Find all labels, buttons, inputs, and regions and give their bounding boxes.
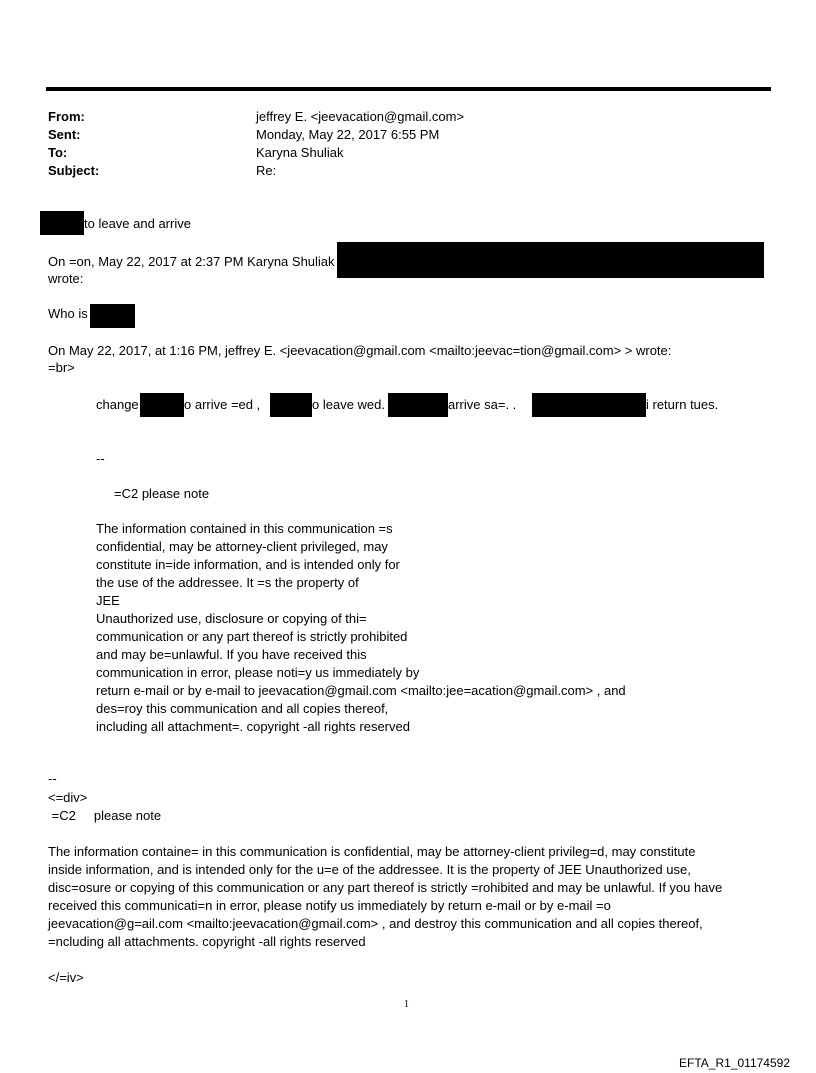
disclaimer-line: communication or any part thereof is strictly prohibited bbox=[96, 629, 408, 644]
header-rule bbox=[46, 87, 771, 91]
please-note: =C2 please note bbox=[114, 486, 210, 501]
disclaimer-line: including all attachment=. copyright -all rights reserved bbox=[96, 719, 410, 734]
disclaimer-line: jeevacation@g=ail.com <mailto:jeevacation@gmail.com> , and destroy this communication and all copies thereof, bbox=[48, 916, 703, 931]
disclaimer-line: JEE bbox=[96, 593, 120, 608]
disclaimer-line: received this communicati=n in error, please notify us immediately by return e-mail or by e-mail =o bbox=[48, 898, 611, 913]
sent-label: Sent: bbox=[48, 127, 81, 142]
subject-value: Re: bbox=[256, 163, 277, 178]
signature-dashes: -- bbox=[96, 451, 105, 466]
please-note: =C2 please note bbox=[48, 808, 162, 823]
disclaimer-line: inside information, and is intended only for the u=e of the addressee. It is the property of JEE Unauthorized use, bbox=[48, 862, 691, 877]
disclaimer-block-1 bbox=[96, 520, 626, 736]
redaction-box bbox=[270, 393, 312, 417]
body-line-1: to leave and arrive bbox=[84, 216, 191, 231]
disclaimer-line: confidential, may be attorney-client privileged, may bbox=[96, 539, 388, 554]
to-label: To: bbox=[48, 145, 68, 160]
change-text-4: arrive sa=. . bbox=[448, 397, 517, 412]
redaction-box bbox=[337, 242, 764, 278]
quote2-line-b: =br> bbox=[48, 360, 75, 375]
disclaimer-line: Unauthorized use, disclosure or copying of thi= bbox=[96, 611, 367, 626]
disclaimer-line: disc=osure or copying of this communication or any part thereof is strictly =rohibited and may be unlawful. If you have bbox=[48, 880, 723, 895]
quote2-line-a: On May 22, 2017, at 1:16 PM, jeffrey E. <jeevacation@gmail.com <mailto:jeevac=tion@gmail.com> > wrote: bbox=[48, 343, 672, 358]
disclaimer-line: constitute in=ide information, and is intended only for bbox=[96, 557, 400, 572]
disclaimer-line: return e-mail or by e-mail to jeevacation@gmail.com <mailto:jee=acation@gmail.com> , and bbox=[96, 683, 626, 698]
from-value: jeffrey E. <jeevacation@gmail.com> bbox=[256, 109, 465, 124]
change-text-2: o arrive =ed , bbox=[184, 397, 261, 412]
who-is-text: Who is bbox=[48, 306, 88, 321]
page-number: 1 bbox=[404, 999, 409, 1010]
disclaimer-line: The information containe= in this communication is confidential, may be attorney-client privileg=d, may constitute bbox=[48, 844, 696, 859]
change-text-3: o leave wed. bbox=[312, 397, 385, 412]
disclaimer-line: and may be=unlawful. If you have received this bbox=[96, 647, 367, 662]
document-id: EFTA_R1_01174592 bbox=[679, 1056, 790, 1070]
disclaimer-line: the use of the addressee. It =s the property of bbox=[96, 575, 359, 590]
redaction-box bbox=[388, 393, 448, 417]
disclaimer-block-2 bbox=[48, 843, 722, 951]
quote1-line-a: On =on, May 22, 2017 at 2:37 PM Karyna Shuliak bbox=[48, 254, 335, 269]
to-value: Karyna Shuliak bbox=[256, 145, 344, 160]
redaction-box bbox=[532, 393, 646, 417]
disclaimer-line: The information contained in this communication =s bbox=[96, 521, 393, 536]
quote1-line-b: wrote: bbox=[48, 271, 84, 286]
disclaimer-line: des=roy this communication and all copies thereof, bbox=[96, 701, 389, 716]
sent-value: Monday, May 22, 2017 6:55 PM bbox=[256, 127, 440, 142]
disclaimer-line: communication in error, please noti=y us immediately by bbox=[96, 665, 420, 680]
div-close-tag: </=iv> bbox=[48, 970, 84, 985]
div-open-tag: <=div> bbox=[48, 790, 88, 805]
from-label: From: bbox=[48, 109, 85, 124]
change-text-1: change bbox=[96, 397, 139, 412]
change-text-5: i return tues. bbox=[646, 397, 719, 412]
signature-dashes: -- bbox=[48, 771, 57, 786]
redaction-box bbox=[40, 211, 84, 235]
redaction-box bbox=[140, 393, 184, 417]
disclaimer-line: =ncluding all attachments. copyright -all rights reserved bbox=[48, 934, 366, 949]
subject-label: Subject: bbox=[48, 163, 100, 178]
redaction-box bbox=[90, 304, 135, 328]
